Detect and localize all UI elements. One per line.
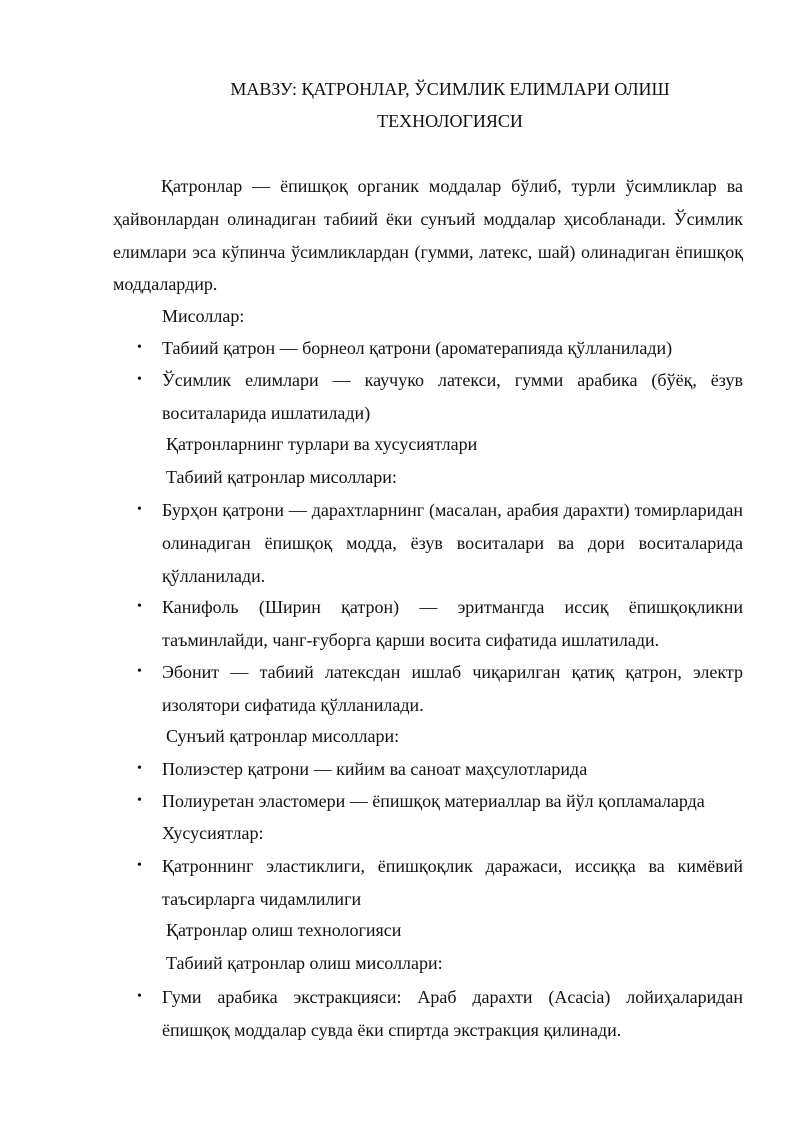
list-item: • Ўсимлик елимлари — каучуко латекси, гумми арабика (бўёқ, ёзув воситаларида ишлатилади): [113, 364, 743, 430]
list-item: • Полиэстер қатрони — кийим ва саноат маҳсулотларида: [113, 753, 743, 786]
examples-label: Мисоллар:: [162, 306, 245, 326]
bullet-icon: •: [137, 793, 142, 808]
document-title: [150, 73, 750, 137]
natural-methods-label: Табиий қатронлар олиш мисоллари:: [166, 953, 443, 973]
bullet-icon: •: [137, 502, 142, 517]
bullet-icon: •: [137, 599, 142, 614]
bullet-icon: •: [137, 858, 142, 873]
title-line-1: МАВЗУ: ҚАТРОНЛАР, ЎСИМЛИК ЕЛИМЛАРИ ОЛИШ: [230, 79, 670, 99]
technology-heading: Қатронлар олиш технологияси: [166, 920, 402, 940]
title-line-2: ТЕХНОЛОГИЯСИ: [377, 111, 523, 131]
bullet-icon: •: [137, 989, 142, 1004]
list-item: • Бурҳон қатрони — дарахтларнинг (масалан, арабия дарахти) томирларидан олинадиган ёпишқоқ модда, ёзув воситалари ва дори воситаларида қўлланилади.: [113, 494, 743, 592]
bullet-icon: •: [137, 372, 142, 387]
list-item: • Табиий қатрон — борнеол қатрони (ароматерапияда қўлланилади): [113, 332, 743, 365]
list-item: • Қатроннинг эластиклиги, ёпишқоқлик даражаси, иссиққа ва кимёвий таъсирларга чидамлилиги: [113, 850, 743, 916]
types-heading: Қатронларнинг турлари ва хусусиятлари: [166, 434, 478, 454]
list-item: • Полиуретан эластомери — ёпишқоқ материаллар ва йўл қопламаларда: [113, 785, 743, 818]
list-item: • Эбонит — табиий латексдан ишлаб чиқарилган қатиқ қатрон, электр изолятори сифатида қўлланилади.: [113, 656, 743, 722]
intro-paragraph: Қатронлар — ёпишқоқ органик моддалар бўлиб, турли ўсимликлар ва ҳайвонлардан олинадиган табиий ёки сунъий моддалар ҳисобланади. Ўсимлик елимлари эса кўпинча ўсимликлардан (гумми, латекс, шай) олинадиган ёпишқоқ моддалардир.: [113, 176, 743, 295]
bullet-icon: •: [137, 761, 142, 776]
synthetic-examples-label: Сунъий қатронлар мисоллари:: [166, 726, 400, 746]
properties-label: Хусусиятлар:: [162, 823, 264, 843]
list-item: • Гуми арабика экстракцияси: Араб дарахти (Acacia) лойиҳаларидан ёпишқоқ моддалар сувда ёки спиртда экстракция қилинади.: [113, 981, 743, 1047]
list-item: • Канифоль (Ширин қатрон) — эритмангда иссиқ ёпишқоқликни таъминлайди, чанг-ғуборга қарши восита сифатида ишлатилади.: [113, 591, 743, 657]
bullet-icon: •: [137, 340, 142, 355]
bullet-icon: •: [137, 664, 142, 679]
natural-examples-label: Табиий қатронлар мисоллари:: [166, 467, 397, 487]
